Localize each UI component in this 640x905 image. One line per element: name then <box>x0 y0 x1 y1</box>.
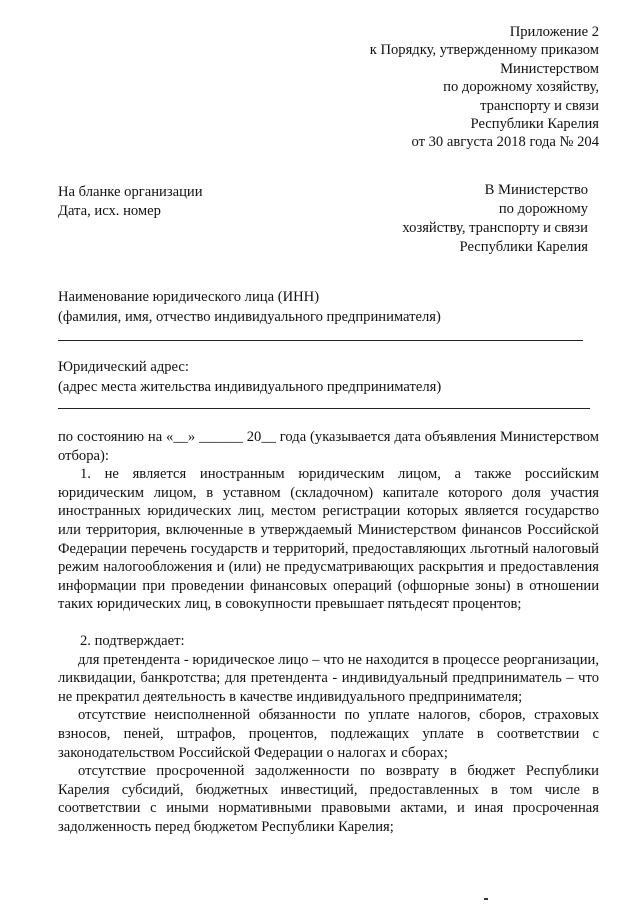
recipient-line: хозяйству, транспорту и связи <box>402 220 588 236</box>
item-1-paragraph: 1. не является иностранным юридическим лицом, а также российским юридическим лицом, в уставном (складочном) капитале которого доля участия иностранных юридических лиц, местом регистрации которых является государство или территория, включенные в утверждаемый Министерством финансов Российской Федерации перечень государств и территорий, предоставляющих льготный налоговый режим налогообложения и (или) не предусматривающих раскрытия и предоставления информации при проведении финансовых операций (офшорные зоны) в отношении таких юридических лиц, в совокупности превышает пятьдесят процентов; <box>58 466 599 613</box>
recipient-block <box>402 181 588 257</box>
paragraph-gap <box>58 614 599 632</box>
item-2-title: 2. подтверждает: <box>80 632 185 649</box>
sender-block <box>58 183 203 221</box>
sender-date-number: Дата, исх. номер <box>58 203 161 219</box>
annex-line: Министерством <box>500 60 599 77</box>
item-2-paragraph-3: отсутствие просроченной задолженности по возврату в бюджет Республики Карелия субсидий, бюджетных инвестиций, предоставленных в том числе в соответствии с иными нормативными правовыми актами, и иная просроченная задолженность перед бюджетом Республики Карелия; <box>58 763 599 835</box>
annex-line: от 30 августа 2018 года № 204 <box>411 134 599 151</box>
legal-address-field <box>58 358 588 397</box>
annex-line: по дорожному хозяйству, <box>443 79 599 96</box>
legal-address-sublabel: (адрес места жительства индивидуального предпринимателя) <box>58 378 442 395</box>
declaration-body <box>58 428 599 836</box>
sender-letterhead: На бланке организации <box>58 184 203 200</box>
annex-line: Приложение 2 <box>509 24 599 40</box>
scan-artifact <box>484 898 488 900</box>
entity-name-label: Наименование юридического лица (ИНН) <box>58 289 320 305</box>
recipient-line: по дорожному <box>498 201 588 217</box>
recipient-line: Республики Карелия <box>459 239 588 255</box>
item-2-paragraph-2: отсутствие неисполненной обязанности по уплате налогов, сборов, страховых взносов, пеней, штрафов, процентов, подлежащих уплате в соответствии с законодательством Российской Федерации о налогах и сборах; <box>58 707 599 761</box>
annex-header <box>370 23 599 152</box>
entity-name-fill-line[interactable] <box>58 340 583 341</box>
entity-name-field <box>58 288 588 327</box>
annex-line: к Порядку, утвержденному приказом <box>369 42 599 59</box>
as-of-date-paragraph: по состоянию на «__» ______ 20__ года (указывается дата объявления Министерством отбора): <box>58 429 599 464</box>
annex-line: Республики Карелия <box>470 116 599 133</box>
item-2-paragraph-1: для претендента - юридическое лицо – что не находится в процессе реорганизации, ликвидации, банкротства; для претендента - индивидуальный предприниматель – что не прекратил деятельность в качестве индивидуального предпринимателя; <box>58 651 599 705</box>
entity-name-sublabel: (фамилия, имя, отчество индивидуального предпринимателя) <box>58 308 441 325</box>
legal-address-label: Юридический адрес: <box>58 359 189 375</box>
legal-address-fill-line[interactable] <box>58 408 590 409</box>
annex-line: транспорту и связи <box>480 97 599 114</box>
recipient-line: В Министерство <box>484 182 588 198</box>
